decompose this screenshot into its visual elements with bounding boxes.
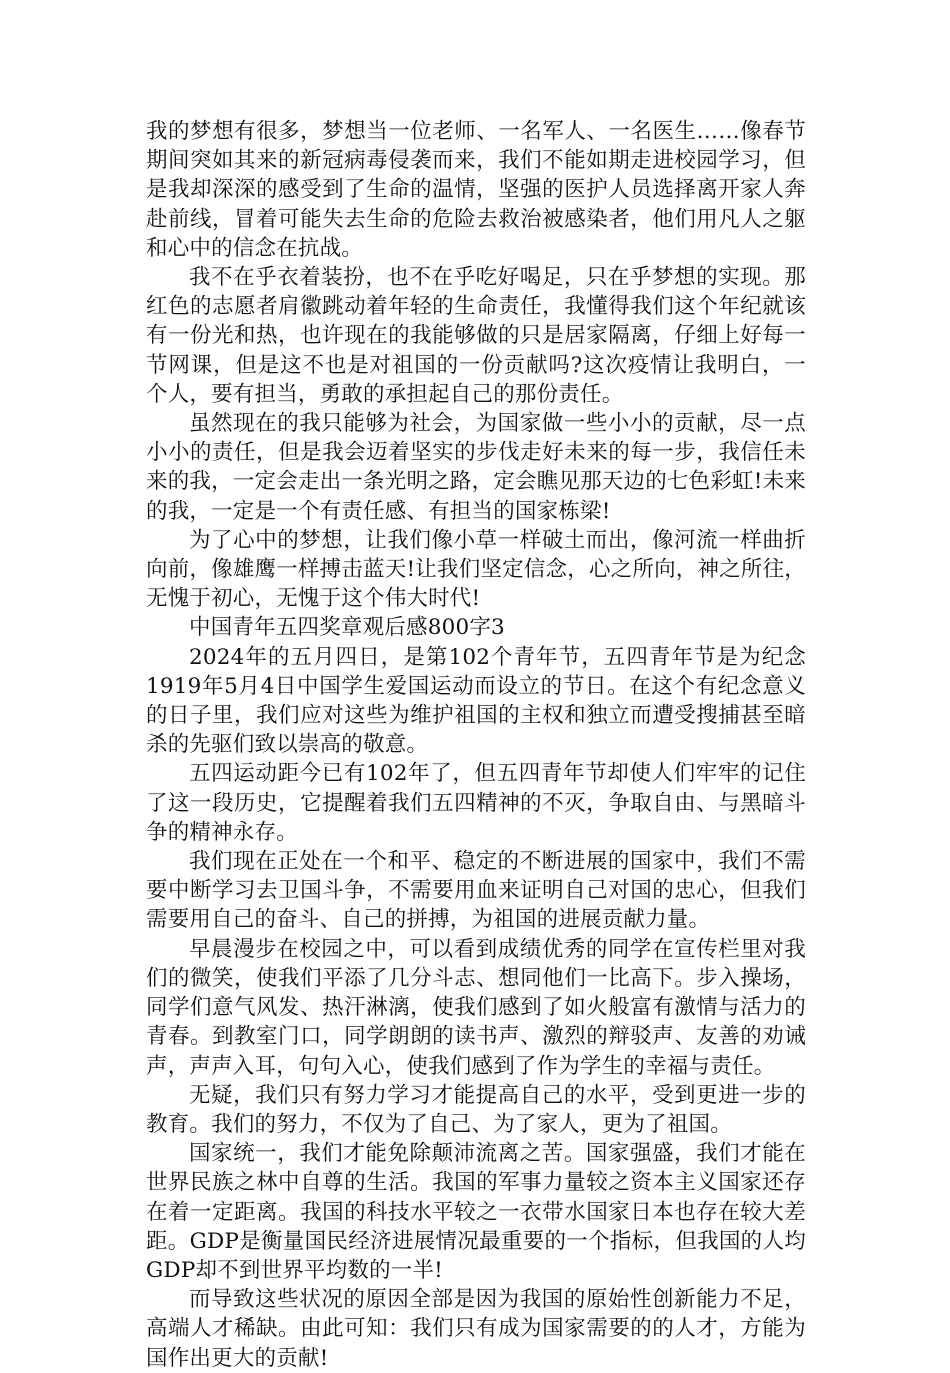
paragraph: 虽然现在的我只能够为社会，为国家做一些小小的贡献，尽一点小小的责任，但是我会迈着坚实的步伐走好未来的每一步，我信任未来的我，一定会走出一条光明之路，定会瞧见那天边的七色彩虹!未来的我，一定是一个有责任感、有担当的国家栋梁! [146,411,806,524]
document-body [146,117,806,1373]
paragraph: 而导致这些状况的原因全部是因为我国的原始性创新能力不足，高端人才稀缺。由此可知：我们只有成为国家需要的的人才，方能为国作出更大的贡献! [146,1287,806,1371]
paragraph: 五四运动距今已有102年了，但五四青年节却使人们牢牢的记住了这一段历史，它提醒着我们五四精神的不灭，争取自由、与黑暗斗争的精神永存。 [146,761,806,845]
paragraph: 我的梦想有很多，梦想当一位老师、一名军人、一名医生……像春节期间突如其来的新冠病毒侵袭而来，我们不能如期走进校园学习，但是我却深深的感受到了生命的温情，坚强的医护人员选择离开家人奔赴前线，冒着可能失去生命的危险去救治被感染者，他们用凡人之躯和心中的信念在抗战。 [146,119,806,261]
paragraph: 为了心中的梦想，让我们像小草一样破土而出，像河流一样曲折向前，像雄鹰一样搏击蓝天!让我们坚定信念，心之所向，神之所往，无愧于初心，无愧于这个伟大时代! [146,527,806,612]
section-heading: 中国青年五四奖章观后感800字3 [189,615,505,641]
paragraph: 2024年的五月四日，是第102个青年节，五四青年节是为纪念1919年5月4日中国学生爱国运动而设立的节日。在这个有纪念意义的日子里，我们应对这些为维护祖国的主权和独立而遭受搜捕甚至暗杀的先驱们致以崇高的敬意。 [146,644,806,758]
paragraph: 早晨漫步在校园之中，可以看到成绩优秀的同学在宣传栏里对我们的微笑，使我们平添了几分斗志、想同他们一比高下。步入操场，同学们意气风发、热汗淋漓，使我们感到了如火般富有激情与活力的青春。到教室门口，同学朗朗的读书声、激烈的辩驳声、友善的劝诫声，声声入耳，句句入心，使我们感到了作为学生的幸福与责任。 [146,936,806,1079]
paragraph: 我不在乎衣着装扮，也不在乎吃好喝足，只在乎梦想的实现。那红色的志愿者肩徽跳动着年轻的生命责任，我懂得我们这个年纪就该有一份光和热，也许现在的我能够做的只是居家隔离，仔细上好每一节网课，但是这不也是对祖国的一份贡献吗?这次疫情让我明白，一个人，要有担当，勇敢的承担起自己的那份责任。 [146,265,806,407]
paragraph: 我们现在正处在一个和平、稳定的不断进展的国家中，我们不需要中断学习去卫国斗争，不需要用血来证明自己对国的忠心，但我们需要用自己的奋斗、自己的拼搏，为祖国的进展贡献力量。 [146,849,806,933]
paragraph: 国家统一，我们才能免除颠沛流离之苦。国家强盛，我们才能在世界民族之林中自尊的生活。我国的军事力量较之资本主义国家还存在着一定距离。我国的科技水平较之一衣带水国家日本也存在较大差距。GDP是衡量国民经济进展情况最重要的一个指标，但我国的人均GDP却不到世界平均数的一半! [146,1141,806,1283]
paragraph: 无疑，我们只有努力学习才能提高自己的水平，受到更进一步的教育。我们的努力，不仅为了自己、为了家人，更为了祖国。 [146,1082,806,1137]
